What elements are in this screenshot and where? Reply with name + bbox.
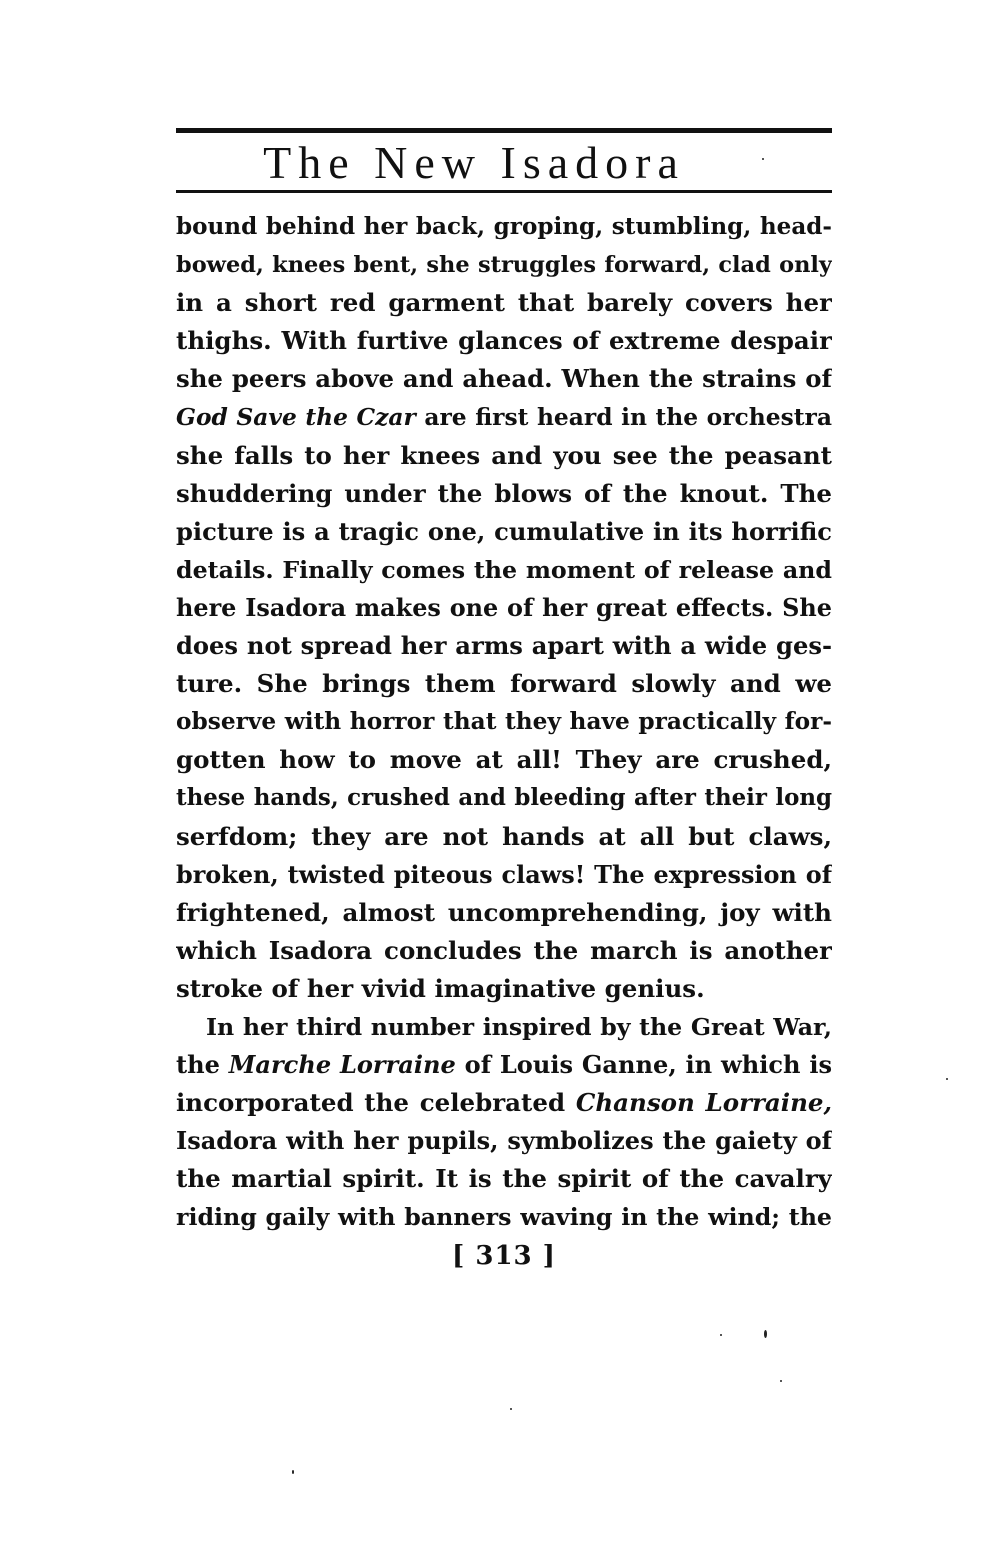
italic-title: God Save the Czar [176, 403, 416, 432]
text-line: here Isadora makes one of her great effects. She [176, 593, 832, 622]
scan-speck [762, 158, 764, 160]
text-line: details. Finally comes the moment of release and [176, 555, 832, 584]
scan-speck [780, 1380, 782, 1382]
text-line: serfdom; they are not hands at all but claws, [176, 821, 832, 851]
italic-title: Chanson Lorraine, [575, 1088, 832, 1118]
text-line: bowed, knees bent, she struggles forward, clad only [176, 252, 832, 279]
text-line: shuddering under the blows of the knout. The [176, 478, 832, 508]
scan-speck [764, 1330, 767, 1338]
text-line: ture. She brings them forward slowly and we [176, 669, 832, 699]
text-line: observe with horror that they have practically for- [176, 708, 832, 736]
text-line: Isadora with her pupils, symbolizes the gaiety of [176, 1126, 832, 1156]
text-line: stroke of her vivid imaginative genius. [176, 973, 705, 1003]
page-number: [ 313 ] [452, 1241, 556, 1271]
header-rule-bottom [176, 190, 832, 193]
text-line: broken, twisted piteous claws! The expression of [176, 860, 832, 889]
text-line: riding gaily with banners waving in the wind; the [176, 1203, 832, 1232]
text-line: gotten how to move at all! They are crushed, [176, 745, 832, 775]
text-line: these hands, crushed and bleeding after their long [176, 784, 832, 812]
text-line: in a short red garment that barely covers her [176, 288, 832, 318]
text-line: she falls to her knees and you see the peasant [176, 440, 832, 470]
text-line: she peers above and ahead. When the strains of [176, 364, 832, 394]
text-line: picture is a tragic one, cumulative in its horrific [176, 516, 832, 546]
text-line: In her third number inspired by the Great War, [206, 1012, 832, 1041]
scan-speck [510, 1408, 512, 1410]
text-line: incorporated the celebrated Chanson Lorraine, [176, 1088, 832, 1118]
italic-title: Marche Lorraine [228, 1050, 456, 1080]
header-rule-top [176, 128, 832, 133]
scan-speck [720, 1334, 722, 1336]
scan-speck [946, 1078, 948, 1080]
text-line: bound behind her back, groping, stumbling, head- [176, 213, 832, 240]
body-text [176, 208, 832, 1237]
text-line: thighs. With furtive glances of extreme despair [176, 326, 832, 356]
text-line: does not spread her arms apart with a wide ges- [176, 631, 832, 661]
text-line: the Marche Lorraine of Louis Ganne, in which is [176, 1050, 832, 1080]
running-head: The New Isadora [263, 137, 685, 188]
text-line: frightened, almost uncomprehending, joy with [176, 897, 832, 927]
text-line: God Save the Czar are first heard in the orchestra [176, 403, 832, 432]
scan-speck [292, 1470, 294, 1474]
text-line: which Isadora concludes the march is another [176, 935, 832, 965]
text-line: the martial spirit. It is the spirit of the cavalry [176, 1164, 832, 1194]
